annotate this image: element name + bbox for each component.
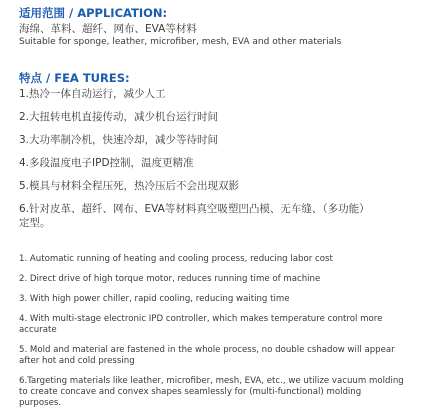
feature-item-en: 1. Automatic running of heating and cooling process, reducing labor cost (19, 254, 333, 264)
feature-item-zh: 6.针对皮革、超纤、网布、EVA等材料真空吸塑凹凸模、无车缝、（多功能）定型。 (19, 203, 370, 229)
application-text-zh: 海绵、革料、超纤、网布、EVA等材料 (19, 23, 197, 35)
feature-item-en: 2. Direct drive of high torque motor, reduces running time of machine (19, 274, 321, 284)
features-list-en (19, 254, 409, 409)
feature-item-zh: 4.多段温度电子IPD控制，温度更精准 (19, 157, 194, 169)
feature-item-zh: 5.模具与材料全程压死，热冷压后不会出现双影 (19, 180, 240, 192)
application-text-en: Suitable for sponge, leather, microfiber, mesh, EVA and other materials (19, 37, 342, 47)
feature-item-zh: 3.大功率制冷机，快速冷却，减少等待时间 (19, 134, 219, 146)
feature-item-zh: 1.热冷一体自动运行，减少人工 (19, 88, 166, 100)
feature-item-en: 5. Mold and material are fastened in the whole process, no double cshadow will appear after hot and cold pressing (19, 345, 395, 366)
feature-item-zh: 2.大扭转电机直接传动，减少机台运行时间 (19, 111, 219, 123)
features-heading: 特点 / FEA TURES: (19, 71, 130, 85)
feature-item-en: 3. With high power chiller, rapid cooling, reducing waiting time (19, 294, 290, 304)
feature-item-en: 4. With multi-stage electronic IPD controller, which makes temperature control more accurate (19, 314, 383, 335)
features-list-zh (19, 87, 409, 230)
feature-item-en: 6.Targeting materials like leather, microfiber, mesh, EVA, etc., we utilize vacuum molding to create concave and convex shapes seamlessly for (multi-functional) molding purposes. (19, 376, 404, 408)
application-heading: 适用范围 / APPLICATION: (19, 6, 168, 20)
